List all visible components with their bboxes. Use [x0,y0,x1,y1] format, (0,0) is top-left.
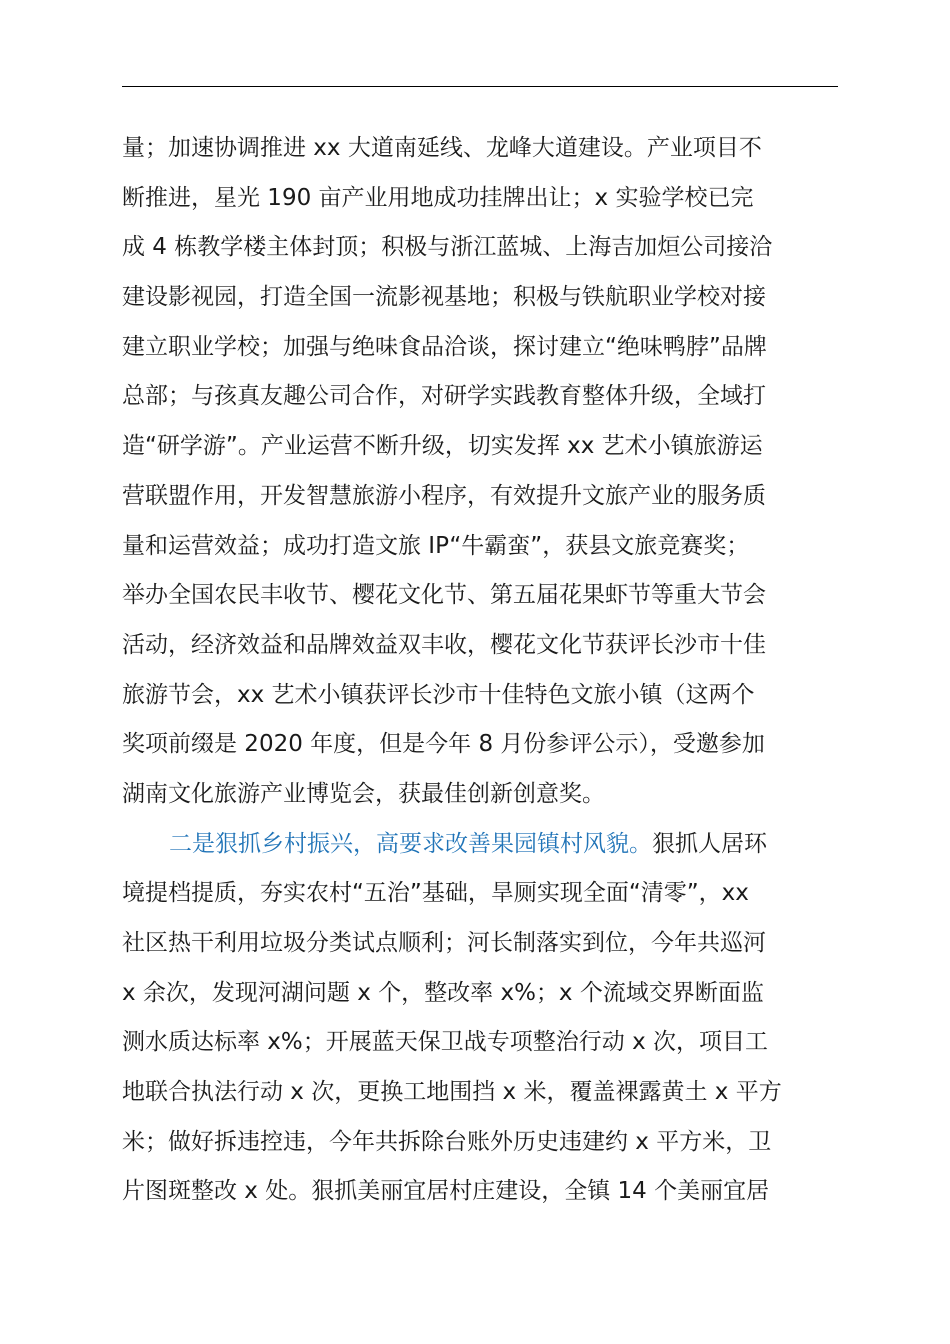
header-rule [122,86,838,87]
text-line: 成 4 栋教学楼主体封顶；积极与浙江蓝城、上海吉加烜公司接洽 [122,234,773,261]
text-line: 建立职业学校；加强与绝味食品洽谈，探讨建立“绝味鸭脖”品牌 [122,333,767,360]
text-line: 奖项前缀是 2020 年度，但是今年 8 月份参评公示），受邀参加 [122,731,765,758]
text-line: 测水质达标率 x%；开展蓝天保卫战专项整治行动 x 次，项目工 [122,1029,769,1056]
text-line: 举办全国农民丰收节、樱花文化节、第五届花果虾节等重大节会 [122,582,766,609]
text-line: 片图斑整改 x 处。狠抓美丽宜居村庄建设，全镇 14 个美丽宜居 [122,1178,770,1205]
text-line: 营联盟作用，开发智慧旅游小程序，有效提升文旅产业的服务质 [122,482,766,509]
text-line: 建设影视园，打造全国一流影视基地；积极与铁航职业学校对接 [122,284,766,311]
paragraph-1 [122,124,838,820]
text-run: 狠抓人居环 [652,830,767,857]
text-line: 社区热干利用垃圾分类试点顺利；河长制落实到位，今年共巡河 [122,930,766,956]
text-line: 旅游节会，xx 艺术小镇获评长沙市十佳特色文旅小镇（这两个 [122,681,755,708]
text-line: 地联合执法行动 x 次，更换工地围挡 x 米，覆盖裸露黄土 x 平方 [122,1079,782,1106]
paragraph-2-first-line [122,820,838,870]
text-line: 境提档提质，夯实农村“五治”基础，旱厕实现全面“清零”，xx [122,880,749,907]
text-line: 量和运营效益；成功打造文旅 IP“牛霸蛮”，获县文旅竞赛奖； [122,532,750,559]
text-line: 活动，经济效益和品牌效益双丰收，樱花文化节获评长沙市十佳 [122,631,766,658]
section-heading: 二是狠抓乡村振兴，高要求改善果园镇村风貌。 [169,830,652,857]
text-line: 总部；与孩真友趣公司合作，对研学实践教育整体升级，全域打 [122,383,766,410]
text-line: 米；做好拆违控违，今年共拆除台账外历史违建约 x 平方米，卫 [122,1128,772,1155]
text-line: 造“研学游”。产业运营不断升级，切实发挥 xx 艺术小镇旅游运 [122,433,763,460]
document-body [122,124,838,1217]
text-line: 断推进，星光 190 亩产业用地成功挂牌出让；x 实验学校已完 [122,184,754,211]
text-line: 湖南文化旅游产业博览会，获最佳创新创意奖。 [122,780,605,807]
text-line: 量；加速协调推进 xx 大道南延线、龙峰大道建设。产业项目不 [122,135,762,161]
paragraph-2 [122,820,838,1218]
text-line: x 余次，发现河湖问题 x 个，整改率 x%；x 个流域交界断面监 [122,979,764,1006]
